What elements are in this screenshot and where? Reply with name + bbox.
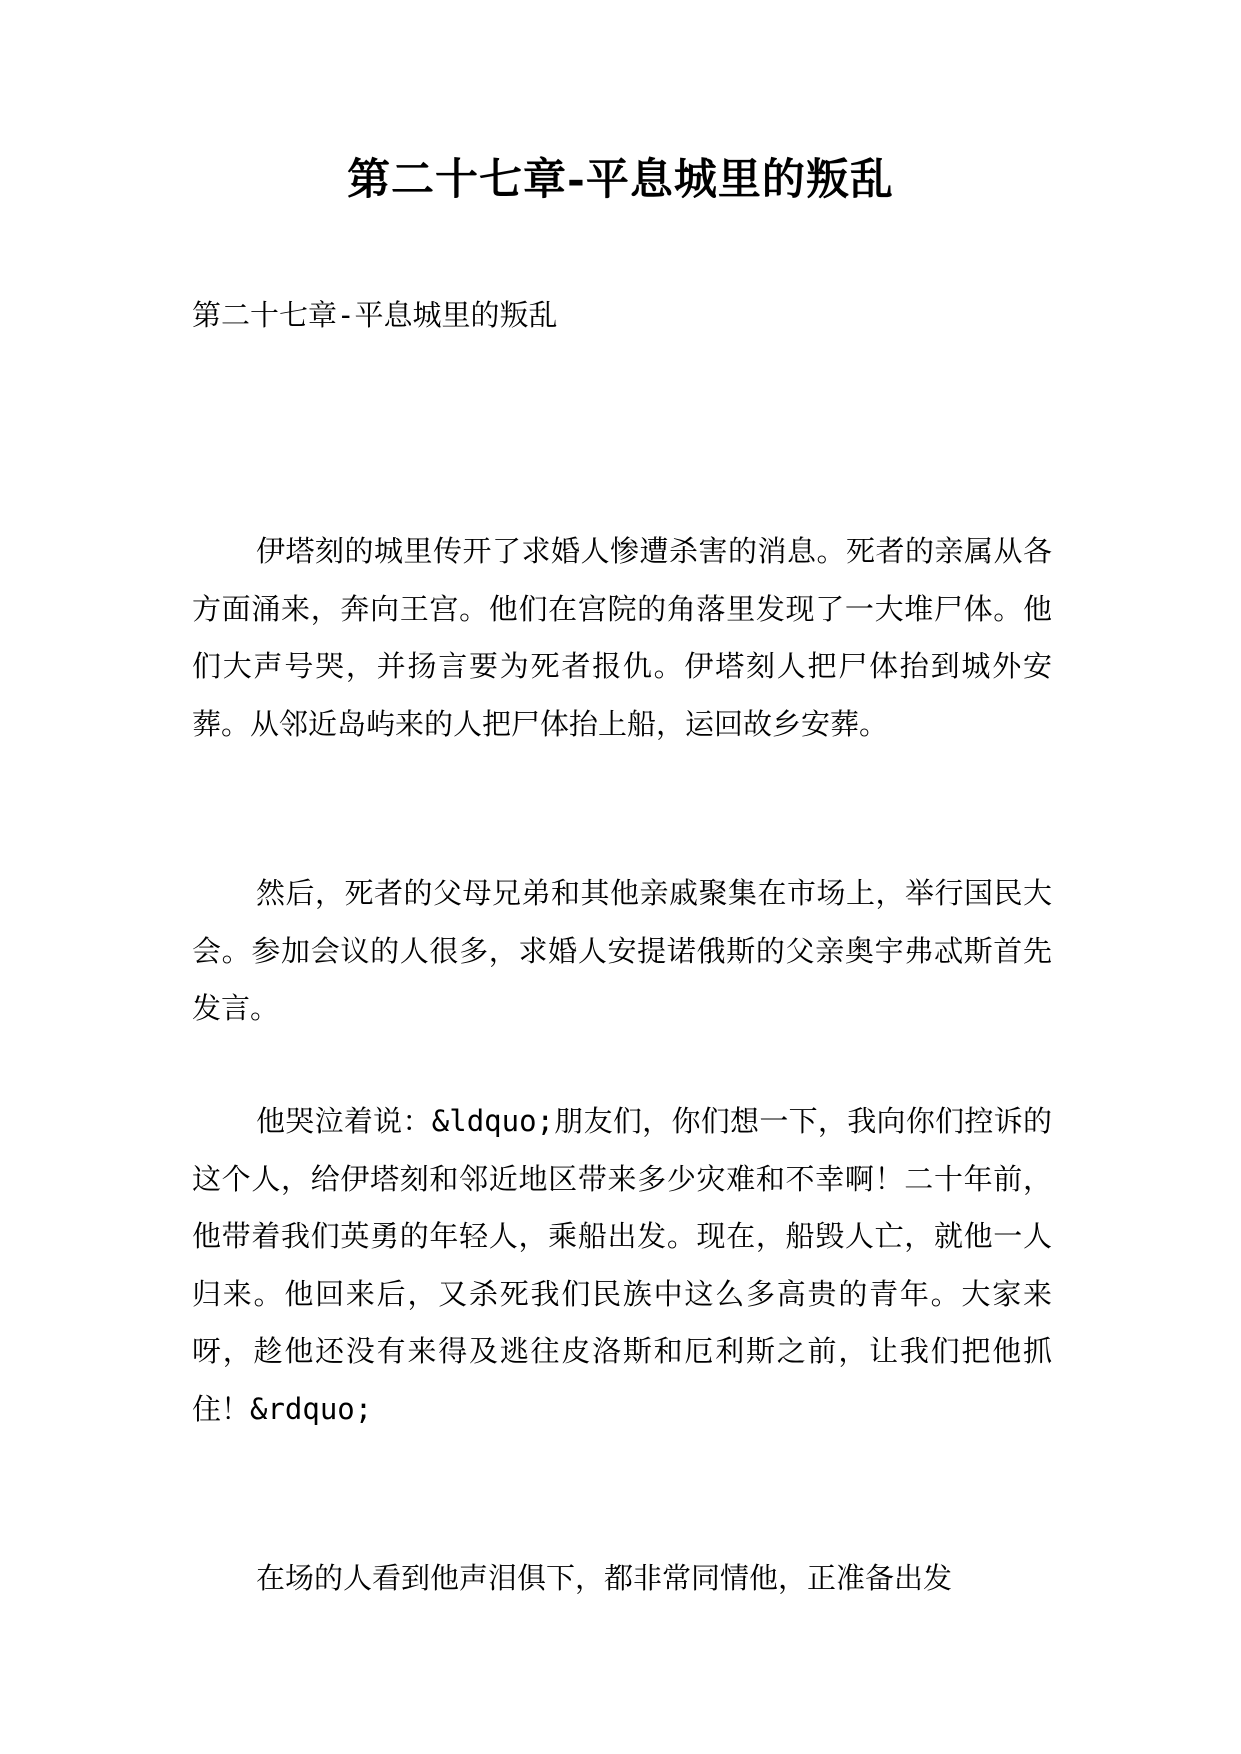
paragraph-2: 然后，死者的父母兄弟和其他亲戚聚集在市场上，举行国民大会。参加会议的人很多，求婚人安提诺俄斯的父亲奥宇弗忒斯首先发言。 [192,876,1052,1025]
paragraph-3: 他哭泣着说：&ldquo;朋友们，你们想一下，我向你们控诉的这个人，给伊塔刻和邻近地区带来多少灾难和不幸啊！二十年前，他带着我们英勇的年轻人，乘船出发。现在，船毁人亡，就他一人归来。他回来后，又杀死我们民族中这么多高贵的青年。大家来呀，趁他还没有来得及逃往皮洛斯和厄利斯之前，让我们把他抓住！&rdquo; [192,1104,1052,1426]
paragraph-4: 在场的人看到他声泪俱下，都非常同情他，正准备出发 [256,1561,953,1595]
chapter-subtitle: 第二十七章-平息城里的叛乱 [192,298,558,332]
document-title: 第二十七章-平息城里的叛乱 [347,155,894,205]
paragraph-1: 伊塔刻的城里传开了求婚人惨遭杀害的消息。死者的亲属从各方面涌来，奔向王宫。他们在宫院的角落里发现了一大堆尸体。他们大声号哭，并扬言要为死者报仇。伊塔刻人把尸体抬到城外安葬。从邻近岛屿来的人把尸体抬上船，运回故乡安葬。 [192,534,1052,741]
